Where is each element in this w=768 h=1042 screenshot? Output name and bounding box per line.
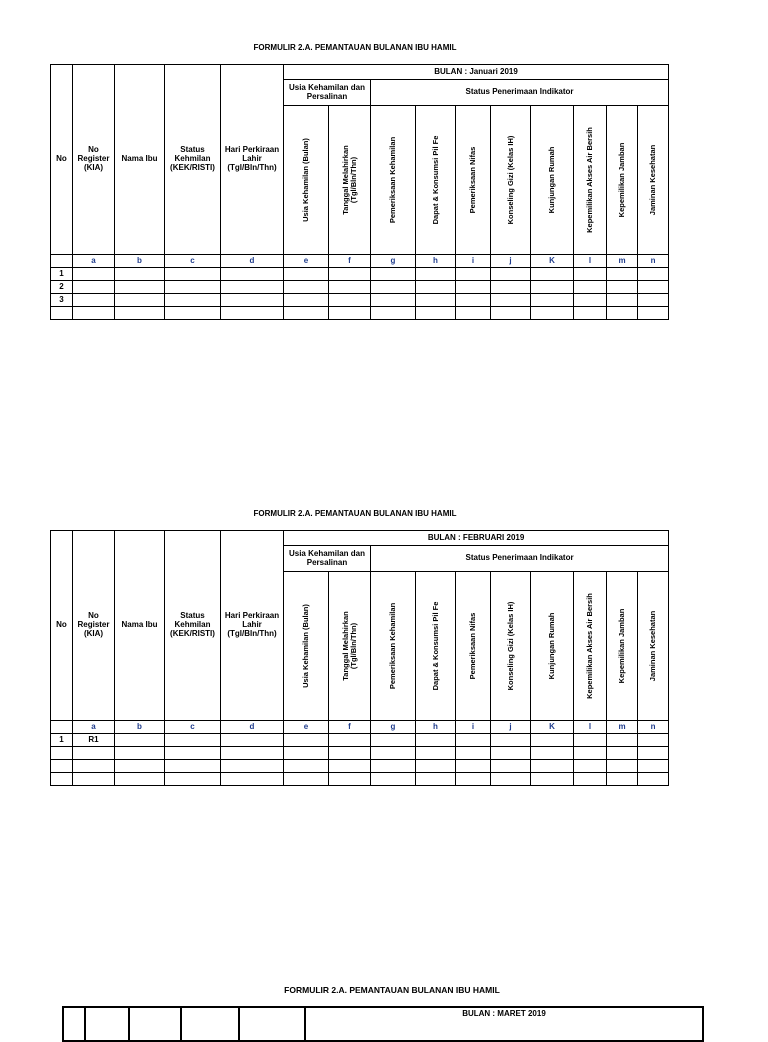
code-cell: j [491, 721, 531, 734]
bulan-header: BULAN : MARET 2019 [305, 1007, 703, 1041]
row-register [73, 281, 115, 294]
code-cell: i [456, 721, 491, 734]
header-no: No [51, 531, 73, 721]
table-row [51, 307, 669, 320]
code-cell: h [416, 255, 456, 268]
header-hpl: Hari Perkiraan Lahir (Tgl/Bln/Thn) [221, 65, 284, 255]
code-cell: f [329, 255, 371, 268]
code-cell: e [284, 255, 329, 268]
code-cell: f [329, 721, 371, 734]
row-no: 2 [51, 281, 73, 294]
header-nama: Nama Ibu [115, 65, 165, 255]
row-no [51, 747, 73, 760]
header-jamban: Kepemilikan Jamban [607, 572, 638, 721]
header-status: Status Kehmilan (KEK/RISTI) [165, 531, 221, 721]
code-cell: i [456, 255, 491, 268]
row-no: 1 [51, 268, 73, 281]
header-periksa: Pemeriksaan Kehamilan [371, 106, 416, 255]
code-row [51, 255, 669, 268]
table-row [51, 294, 669, 307]
header-gizi: Konseling Gizi (Kelas IH) [491, 572, 531, 721]
header-fe: Dapat & Konsumsi Pil Fe [416, 106, 456, 255]
table-row [51, 773, 669, 786]
row-register [73, 760, 115, 773]
row-register [73, 294, 115, 307]
code-cell: d [221, 721, 284, 734]
header-kunjungan: Kunjungan Rumah [531, 572, 574, 721]
header-register: No Register (KIA) [73, 65, 115, 255]
row-register [73, 268, 115, 281]
header-nifas: Pemeriksaan Nifas [456, 572, 491, 721]
code-cell: g [371, 721, 416, 734]
header-register: No Register (KIA) [73, 531, 115, 721]
code-row [51, 721, 669, 734]
code-cell: b [115, 721, 165, 734]
row-register: R1 [73, 734, 115, 747]
header-tgl: Tanggal Melahirkan (Tgl/Bln/Thn) [329, 106, 371, 255]
code-cell: c [165, 255, 221, 268]
code-cell: b [115, 255, 165, 268]
header-nama: Nama Ibu [115, 531, 165, 721]
code-cell [51, 255, 73, 268]
usia-group-header: Usia Kehamilan dan Persalinan [284, 80, 371, 106]
row-no: 1 [51, 734, 73, 747]
form-3-table [62, 1006, 704, 1042]
code-cell: a [73, 721, 115, 734]
header-tgl: Tanggal Melahirkan (Tgl/Bln/Thn) [329, 572, 371, 721]
header-fe: Dapat & Konsumsi Pil Fe [416, 572, 456, 721]
code-cell: m [607, 255, 638, 268]
code-cell: K [531, 721, 574, 734]
header-gizi: Konseling Gizi (Kelas IH) [491, 106, 531, 255]
header-jaminan: Jaminan Kesehatan [638, 106, 669, 255]
header-jamban: Kepemilikan Jamban [607, 106, 638, 255]
code-cell: n [638, 255, 669, 268]
bulan-header: BULAN : Januari 2019 [284, 65, 669, 80]
code-cell: g [371, 255, 416, 268]
header-no: No [51, 65, 73, 255]
form-1-table [50, 64, 669, 320]
header-air: Kepemilikan Akses Air Bersih [574, 106, 607, 255]
header-periksa: Pemeriksaan Kehamilan [371, 572, 416, 721]
code-cell: h [416, 721, 456, 734]
code-cell [51, 721, 73, 734]
status-group-header: Status Penerimaan Indikator [371, 80, 669, 106]
row-no [51, 773, 73, 786]
code-cell: j [491, 255, 531, 268]
code-cell: a [73, 255, 115, 268]
status-group-header: Status Penerimaan Indikator [371, 546, 669, 572]
table-row [51, 760, 669, 773]
row-no [51, 760, 73, 773]
code-cell: n [638, 721, 669, 734]
table-row [51, 747, 669, 760]
header-jaminan: Jaminan Kesehatan [638, 572, 669, 721]
header-nifas: Pemeriksaan Nifas [456, 106, 491, 255]
code-cell: d [221, 255, 284, 268]
table-row [51, 281, 669, 294]
row-no: 3 [51, 294, 73, 307]
header-usia: Usia Kehamilan (Bulan) [284, 106, 329, 255]
row-register [73, 747, 115, 760]
form-2-title: FORMULIR 2.A. PEMANTAUAN BULANAN IBU HAMIL [253, 509, 457, 518]
form-1-title: FORMULIR 2.A. PEMANTAUAN BULANAN IBU HAMIL [253, 43, 457, 52]
row-register [73, 307, 115, 320]
header-kunjungan: Kunjungan Rumah [531, 106, 574, 255]
usia-group-header: Usia Kehamilan dan Persalinan [284, 546, 371, 572]
code-cell: m [607, 721, 638, 734]
table-row [51, 734, 669, 747]
code-cell: K [531, 255, 574, 268]
bulan-header: BULAN : FEBRUARI 2019 [284, 531, 669, 546]
form-2-table [50, 530, 669, 786]
code-cell: c [165, 721, 221, 734]
header-status: Status Kehmilan (KEK/RISTI) [165, 65, 221, 255]
header-air: Kepemilikan Akses Air Bersih [574, 572, 607, 721]
table-row [51, 268, 669, 281]
form-3-title: FORMULIR 2.A. PEMANTAUAN BULANAN IBU HAMIL [284, 985, 500, 995]
code-cell: e [284, 721, 329, 734]
row-no [51, 307, 73, 320]
header-usia: Usia Kehamilan (Bulan) [284, 572, 329, 721]
code-cell: l [574, 721, 607, 734]
header-hpl: Hari Perkiraan Lahir (Tgl/Bln/Thn) [221, 531, 284, 721]
row-register [73, 773, 115, 786]
code-cell: l [574, 255, 607, 268]
